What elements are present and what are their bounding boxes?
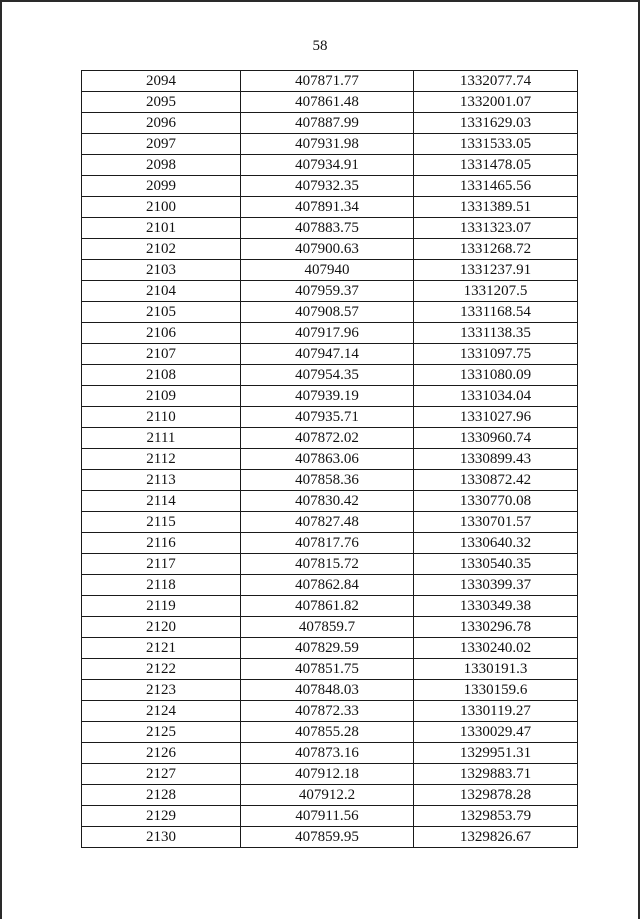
table-row: [82, 827, 578, 848]
x-coordinate-cell: 407871.77: [241, 71, 414, 92]
table-row: [82, 386, 578, 407]
y-coordinate-cell: 1331533.05: [414, 134, 578, 155]
table-row: [82, 617, 578, 638]
x-coordinate-cell: 407861.82: [241, 596, 414, 617]
x-coordinate-cell: 407861.48: [241, 92, 414, 113]
x-coordinate-cell: 407827.48: [241, 512, 414, 533]
y-coordinate-cell: 1331207.5: [414, 281, 578, 302]
table-row: [82, 197, 578, 218]
x-coordinate-cell: 407873.16: [241, 743, 414, 764]
table-row: [82, 113, 578, 134]
point-id-cell: 2112: [82, 449, 241, 470]
x-coordinate-cell: 407917.96: [241, 323, 414, 344]
table-row: [82, 260, 578, 281]
point-id-cell: 2120: [82, 617, 241, 638]
y-coordinate-cell: 1329853.79: [414, 806, 578, 827]
x-coordinate-cell: 407959.37: [241, 281, 414, 302]
y-coordinate-cell: 1331097.75: [414, 344, 578, 365]
table-row: [82, 323, 578, 344]
point-id-cell: 2099: [82, 176, 241, 197]
table-row: [82, 722, 578, 743]
table-row: [82, 659, 578, 680]
table-row: [82, 512, 578, 533]
point-id-cell: 2108: [82, 365, 241, 386]
table-row: [82, 281, 578, 302]
y-coordinate-cell: 1329878.28: [414, 785, 578, 806]
x-coordinate-cell: 407932.35: [241, 176, 414, 197]
table-row: [82, 407, 578, 428]
point-id-cell: 2104: [82, 281, 241, 302]
y-coordinate-cell: 1331323.07: [414, 218, 578, 239]
point-id-cell: 2094: [82, 71, 241, 92]
table-row: [82, 575, 578, 596]
y-coordinate-cell: 1330540.35: [414, 554, 578, 575]
x-coordinate-cell: 407859.7: [241, 617, 414, 638]
y-coordinate-cell: 1330701.57: [414, 512, 578, 533]
table-row: [82, 596, 578, 617]
x-coordinate-cell: 407863.06: [241, 449, 414, 470]
x-coordinate-cell: 407872.02: [241, 428, 414, 449]
table-row: [82, 155, 578, 176]
x-coordinate-cell: 407939.19: [241, 386, 414, 407]
y-coordinate-cell: 1331389.51: [414, 197, 578, 218]
x-coordinate-cell: 407883.75: [241, 218, 414, 239]
table-row: [82, 176, 578, 197]
y-coordinate-cell: 1331237.91: [414, 260, 578, 281]
y-coordinate-cell: 1331629.03: [414, 113, 578, 134]
point-id-cell: 2117: [82, 554, 241, 575]
table-row: [82, 470, 578, 491]
point-id-cell: 2111: [82, 428, 241, 449]
table-row: [82, 365, 578, 386]
x-coordinate-cell: 407954.35: [241, 365, 414, 386]
coordinate-table: [81, 70, 578, 848]
y-coordinate-cell: 1330399.37: [414, 575, 578, 596]
y-coordinate-cell: 1331138.35: [414, 323, 578, 344]
x-coordinate-cell: 407872.33: [241, 701, 414, 722]
point-id-cell: 2095: [82, 92, 241, 113]
x-coordinate-cell: 407908.57: [241, 302, 414, 323]
point-id-cell: 2103: [82, 260, 241, 281]
x-coordinate-cell: 407934.91: [241, 155, 414, 176]
point-id-cell: 2106: [82, 323, 241, 344]
page-border-left: [0, 0, 2, 919]
point-id-cell: 2121: [82, 638, 241, 659]
table-row: [82, 701, 578, 722]
y-coordinate-cell: 1330119.27: [414, 701, 578, 722]
y-coordinate-cell: 1331027.96: [414, 407, 578, 428]
point-id-cell: 2119: [82, 596, 241, 617]
point-id-cell: 2115: [82, 512, 241, 533]
point-id-cell: 2128: [82, 785, 241, 806]
table-row: [82, 785, 578, 806]
y-coordinate-cell: 1330240.02: [414, 638, 578, 659]
table-row: [82, 344, 578, 365]
x-coordinate-cell: 407817.76: [241, 533, 414, 554]
point-id-cell: 2116: [82, 533, 241, 554]
y-coordinate-cell: 1331478.05: [414, 155, 578, 176]
point-id-cell: 2113: [82, 470, 241, 491]
x-coordinate-cell: 407830.42: [241, 491, 414, 512]
x-coordinate-cell: 407891.34: [241, 197, 414, 218]
point-id-cell: 2124: [82, 701, 241, 722]
table-row: [82, 71, 578, 92]
x-coordinate-cell: 407887.99: [241, 113, 414, 134]
point-id-cell: 2096: [82, 113, 241, 134]
x-coordinate-cell: 407858.36: [241, 470, 414, 491]
y-coordinate-cell: 1331168.54: [414, 302, 578, 323]
y-coordinate-cell: 1330770.08: [414, 491, 578, 512]
y-coordinate-cell: 1332077.74: [414, 71, 578, 92]
y-coordinate-cell: 1330899.43: [414, 449, 578, 470]
point-id-cell: 2118: [82, 575, 241, 596]
point-id-cell: 2110: [82, 407, 241, 428]
y-coordinate-cell: 1329951.31: [414, 743, 578, 764]
point-id-cell: 2097: [82, 134, 241, 155]
x-coordinate-cell: 407900.63: [241, 239, 414, 260]
point-id-cell: 2107: [82, 344, 241, 365]
y-coordinate-cell: 1330640.32: [414, 533, 578, 554]
table-row: [82, 92, 578, 113]
x-coordinate-cell: 407935.71: [241, 407, 414, 428]
x-coordinate-cell: 407862.84: [241, 575, 414, 596]
coordinate-table-body: [82, 71, 578, 848]
table-row: [82, 680, 578, 701]
point-id-cell: 2125: [82, 722, 241, 743]
y-coordinate-cell: 1329826.67: [414, 827, 578, 848]
x-coordinate-cell: 407815.72: [241, 554, 414, 575]
x-coordinate-cell: 407911.56: [241, 806, 414, 827]
table-row: [82, 764, 578, 785]
y-coordinate-cell: 1332001.07: [414, 92, 578, 113]
point-id-cell: 2129: [82, 806, 241, 827]
table-row: [82, 239, 578, 260]
table-row: [82, 449, 578, 470]
x-coordinate-cell: 407855.28: [241, 722, 414, 743]
y-coordinate-cell: 1330960.74: [414, 428, 578, 449]
page-number: 58: [312, 38, 328, 54]
x-coordinate-cell: 407947.14: [241, 344, 414, 365]
y-coordinate-cell: 1330029.47: [414, 722, 578, 743]
point-id-cell: 2122: [82, 659, 241, 680]
table-row: [82, 743, 578, 764]
point-id-cell: 2114: [82, 491, 241, 512]
point-id-cell: 2100: [82, 197, 241, 218]
table-row: [82, 218, 578, 239]
y-coordinate-cell: 1331268.72: [414, 239, 578, 260]
y-coordinate-cell: 1331465.56: [414, 176, 578, 197]
point-id-cell: 2098: [82, 155, 241, 176]
point-id-cell: 2127: [82, 764, 241, 785]
x-coordinate-cell: 407851.75: [241, 659, 414, 680]
x-coordinate-cell: 407859.95: [241, 827, 414, 848]
table-row: [82, 806, 578, 827]
table-row: [82, 428, 578, 449]
point-id-cell: 2105: [82, 302, 241, 323]
page-border-top: [0, 0, 640, 2]
y-coordinate-cell: 1330872.42: [414, 470, 578, 491]
x-coordinate-cell: 407829.59: [241, 638, 414, 659]
x-coordinate-cell: 407940: [241, 260, 414, 281]
x-coordinate-cell: 407931.98: [241, 134, 414, 155]
x-coordinate-cell: 407912.18: [241, 764, 414, 785]
point-id-cell: 2101: [82, 218, 241, 239]
point-id-cell: 2102: [82, 239, 241, 260]
point-id-cell: 2130: [82, 827, 241, 848]
x-coordinate-cell: 407912.2: [241, 785, 414, 806]
point-id-cell: 2123: [82, 680, 241, 701]
table-row: [82, 533, 578, 554]
point-id-cell: 2126: [82, 743, 241, 764]
y-coordinate-cell: 1331080.09: [414, 365, 578, 386]
y-coordinate-cell: 1331034.04: [414, 386, 578, 407]
y-coordinate-cell: 1330191.3: [414, 659, 578, 680]
table-row: [82, 638, 578, 659]
table-row: [82, 134, 578, 155]
y-coordinate-cell: 1329883.71: [414, 764, 578, 785]
table-row: [82, 491, 578, 512]
y-coordinate-cell: 1330159.6: [414, 680, 578, 701]
table-row: [82, 302, 578, 323]
x-coordinate-cell: 407848.03: [241, 680, 414, 701]
point-id-cell: 2109: [82, 386, 241, 407]
y-coordinate-cell: 1330349.38: [414, 596, 578, 617]
table-row: [82, 554, 578, 575]
y-coordinate-cell: 1330296.78: [414, 617, 578, 638]
